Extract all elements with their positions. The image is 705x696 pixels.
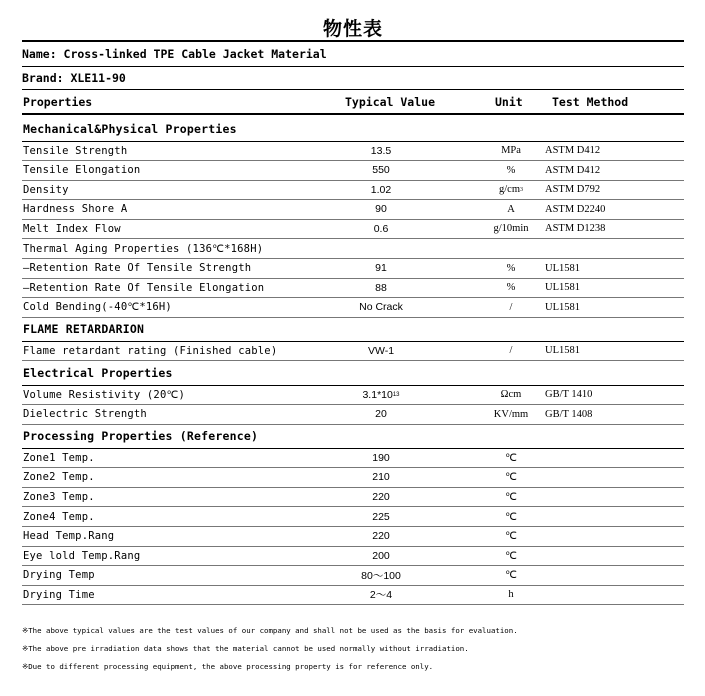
page-title: 物性表	[322, 18, 383, 40]
table-row	[22, 259, 684, 279]
column-header-unit: Unit	[495, 95, 523, 109]
unit	[482, 278, 540, 297]
typical-value	[322, 487, 440, 506]
unit	[482, 219, 540, 238]
property-name: Flame retardant rating (Finished cable)	[23, 344, 278, 357]
value-text: 13.5	[370, 144, 392, 157]
property-name: Drying Time	[23, 588, 95, 601]
property-name: Zone1 Temp.	[23, 451, 95, 464]
brand-line: Brand: XLE11-90	[22, 71, 126, 85]
table-row	[22, 405, 684, 425]
table-row	[22, 566, 684, 586]
value-text: 1.02	[370, 183, 392, 196]
property-name: Thermal Aging Properties (136℃*168H)	[23, 242, 264, 255]
table-row	[22, 341, 684, 361]
test-method: ASTM D2240	[545, 203, 606, 215]
unit-text: g/cm	[499, 184, 520, 196]
test-method: UL1581	[545, 282, 580, 294]
unit	[482, 527, 540, 546]
property-name: Dielectric Strength	[23, 408, 147, 421]
typical-value	[322, 405, 440, 424]
column-header-properties: Properties	[23, 95, 93, 109]
unit	[482, 448, 540, 467]
unit-text: MPa	[501, 145, 521, 156]
test-method: UL1581	[545, 345, 580, 357]
unit-text: %	[506, 164, 516, 176]
property-name: Tensile Strength	[23, 144, 128, 157]
unit	[482, 298, 540, 317]
test-method: GB/T 1408	[545, 408, 593, 420]
typical-value	[322, 468, 440, 487]
unit	[482, 259, 540, 278]
unit-text: %	[506, 262, 516, 274]
value-text: 225	[372, 510, 390, 523]
unit	[482, 200, 540, 219]
property-name: Melt Index Flow	[23, 222, 121, 235]
unit	[482, 487, 540, 506]
value-text: 220	[372, 490, 390, 503]
value-text: 210	[372, 471, 390, 484]
divider	[22, 66, 684, 67]
footnote: ※The above pre irradiation data shows that the material cannot be used normally without irradiation.	[22, 644, 469, 653]
table-row	[22, 298, 684, 318]
unit-text: ℃	[505, 531, 517, 543]
table-row	[22, 585, 684, 605]
footnote: ※Due to different processing equipment, the above processing property is for reference only.	[22, 662, 434, 671]
unit	[482, 468, 540, 487]
value-text: 0.6	[373, 222, 389, 235]
divider	[22, 89, 684, 90]
unit	[482, 385, 540, 404]
typical-value	[322, 507, 440, 526]
value-text: 88	[375, 281, 387, 294]
unit-text: /	[509, 345, 513, 357]
unit-text: ℃	[505, 550, 517, 562]
unit-text: h	[508, 589, 514, 601]
typical-value	[322, 527, 440, 546]
test-method: ASTM D792	[545, 184, 601, 196]
unit	[482, 405, 540, 424]
unit	[482, 585, 540, 604]
table-row	[22, 527, 684, 547]
table-row	[22, 385, 684, 405]
section-title: Electrical Properties	[23, 366, 173, 380]
unit	[482, 341, 540, 360]
test-method: UL1581	[545, 301, 580, 313]
table-row	[22, 219, 684, 239]
table-row	[22, 141, 684, 161]
typical-value	[322, 161, 440, 180]
property-name: —Retention Rate Of Tensile Elongation	[23, 281, 265, 294]
unit-text: Ωcm	[500, 389, 522, 400]
unit-text: ℃	[505, 452, 517, 464]
section-title: Mechanical&Physical Properties	[23, 122, 237, 136]
property-name: Hardness Shore A	[23, 203, 128, 216]
property-name: Zone4 Temp.	[23, 510, 95, 523]
test-method: GB/T 1410	[545, 389, 593, 400]
property-name: Eye lold Temp.Rang	[23, 549, 141, 562]
table-row	[22, 468, 684, 488]
unit-text: KV/mm	[493, 408, 529, 420]
divider	[22, 40, 684, 42]
test-method: ASTM D412	[545, 164, 601, 176]
value-text: 550	[372, 164, 390, 177]
section-header	[22, 424, 684, 449]
test-method: ASTM D412	[545, 145, 601, 156]
value-text: 90	[375, 203, 387, 216]
property-name: Cold Bending(-40℃*16H)	[23, 301, 172, 314]
footnote: ※The above typical values are the test values of our company and shall not be used as the basis for evaluation.	[22, 626, 518, 635]
value-text: 2～4	[369, 589, 393, 602]
typical-value	[322, 180, 440, 199]
property-name: Zone3 Temp.	[23, 490, 95, 503]
table-row	[22, 487, 684, 507]
value-text: 190	[372, 451, 390, 464]
typical-value	[322, 259, 440, 278]
value-text: 80～100	[361, 569, 401, 582]
divider	[22, 113, 684, 115]
table-row	[22, 200, 684, 220]
value-text: VW-1	[367, 344, 395, 357]
typical-value: 3.1*10 13	[362, 388, 400, 401]
property-name: Head Temp.Rang	[23, 530, 115, 543]
unit-text: ℃	[505, 491, 517, 503]
typical-value	[322, 219, 440, 238]
typical-value	[322, 546, 440, 565]
property-name: Tensile Elongation	[23, 164, 141, 177]
unit	[482, 161, 540, 180]
value-text: 200	[372, 549, 390, 562]
typical-value	[322, 239, 440, 258]
unit-text: ℃	[505, 472, 517, 484]
value-text: 3.1*10	[362, 388, 393, 401]
value-text: 220	[372, 530, 390, 543]
table-row	[22, 161, 684, 181]
unit-text: A	[507, 203, 515, 215]
typical-value	[322, 298, 440, 317]
section-title: Processing Properties (Reference)	[23, 429, 259, 444]
material-name: Name: Cross-linked TPE Cable Jacket Material	[22, 47, 327, 61]
property-name: Drying Temp	[23, 569, 95, 582]
section-header	[22, 317, 684, 342]
unit	[482, 141, 540, 160]
value-text: 91	[375, 262, 387, 275]
unit: g/cm 3	[499, 184, 523, 196]
table-row	[22, 546, 684, 566]
property-name: Volume Resistivity (20℃)	[23, 388, 185, 401]
typical-value	[322, 341, 440, 360]
table-row	[22, 239, 684, 259]
unit	[482, 566, 540, 585]
table-row	[22, 507, 684, 527]
test-method: ASTM D1238	[545, 223, 606, 235]
column-header-typical-value: Typical Value	[345, 95, 436, 109]
property-name: Density	[23, 183, 69, 196]
test-method: UL1581	[545, 262, 580, 274]
property-name: Zone2 Temp.	[23, 471, 95, 484]
typical-value	[322, 566, 440, 585]
table-row	[22, 448, 684, 468]
table-row	[22, 180, 684, 200]
unit-text: g/10min	[493, 223, 529, 235]
unit-text: ℃	[505, 511, 517, 523]
typical-value	[322, 278, 440, 297]
section-header	[22, 361, 684, 386]
typical-value	[322, 448, 440, 467]
column-header-test-method: Test Method	[552, 95, 629, 109]
value-text: No Crack	[359, 301, 403, 314]
unit-text: ℃	[505, 570, 517, 582]
unit-text: /	[509, 301, 513, 313]
unit	[482, 546, 540, 565]
typical-value	[322, 585, 440, 604]
section-header	[22, 117, 684, 142]
property-name: —Retention Rate Of Tensile Strength	[23, 262, 252, 275]
section-title: FLAME RETARDARION	[23, 322, 145, 337]
value-text: 20	[375, 408, 387, 421]
unit	[482, 239, 540, 258]
typical-value	[322, 200, 440, 219]
unit-text: %	[506, 282, 516, 294]
unit	[482, 507, 540, 526]
table-row	[22, 278, 684, 298]
typical-value	[322, 141, 440, 160]
